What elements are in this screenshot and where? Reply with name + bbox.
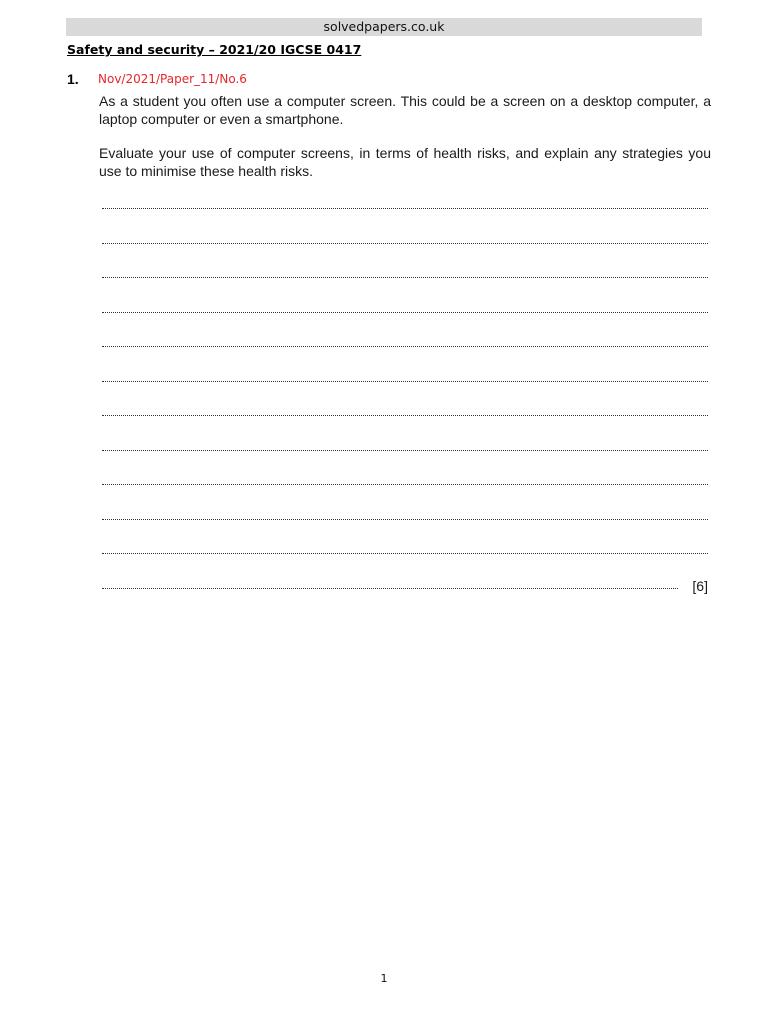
dotted-rule [102, 519, 708, 520]
document-title: Safety and security – 2021/20 IGCSE 0417 [67, 42, 362, 57]
answer-line [102, 509, 708, 544]
question-number: 1. [67, 71, 79, 87]
dotted-rule [102, 553, 708, 554]
dotted-rule [102, 415, 708, 416]
dotted-rule [102, 208, 708, 209]
dotted-rule [102, 346, 708, 347]
answer-line [102, 371, 708, 406]
answer-area [102, 198, 708, 612]
answer-line [102, 198, 708, 233]
answer-line [102, 336, 708, 371]
answer-line [102, 474, 708, 509]
page-number: 1 [380, 972, 388, 985]
answer-line [102, 543, 708, 578]
answer-line [102, 440, 708, 475]
dotted-rule [102, 484, 708, 485]
dotted-rule [102, 381, 708, 382]
answer-line [102, 405, 708, 440]
answer-line [102, 302, 708, 337]
marks-label: [6] [692, 577, 708, 594]
answer-line [102, 267, 708, 302]
answer-line [102, 578, 708, 613]
dotted-rule [102, 312, 708, 313]
question-reference: Nov/2021/Paper_11/No.6 [98, 72, 247, 86]
dotted-rule [102, 243, 708, 244]
dotted-rule [102, 277, 708, 278]
question-paragraph: Evaluate your use of computer screens, in terms of health risks, and explain any strategies you use to minimise these health risks. [99, 145, 711, 179]
question-paragraph: As a student you often use a computer screen. This could be a screen on a desktop computer, a laptop computer or even a smartphone. [99, 93, 711, 127]
dotted-rule [102, 588, 678, 589]
answer-line [102, 233, 708, 268]
site-header: solvedpapers.co.uk [66, 18, 702, 36]
dotted-rule [102, 450, 708, 451]
